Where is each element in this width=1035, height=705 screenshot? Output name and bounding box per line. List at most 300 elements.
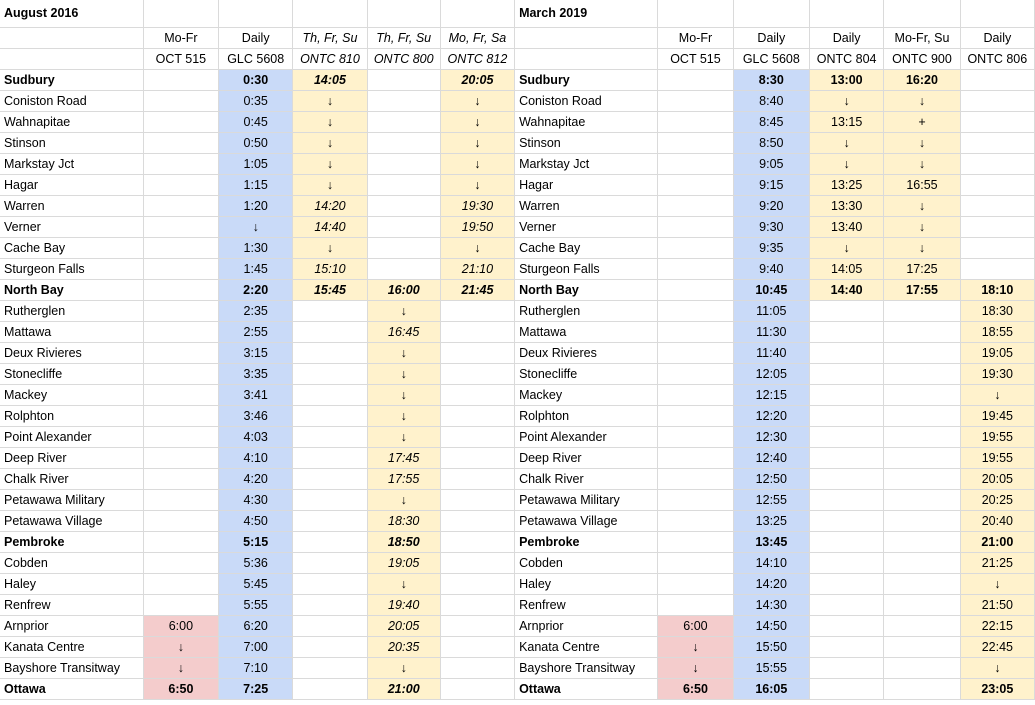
left-time-cell[interactable] bbox=[367, 238, 440, 259]
right-time-cell[interactable] bbox=[658, 112, 733, 133]
left-time-cell[interactable] bbox=[440, 427, 514, 448]
right-time-cell[interactable]: 19:55 bbox=[960, 427, 1034, 448]
left-time-cell[interactable]: 17:55 bbox=[367, 469, 440, 490]
left-time-cell[interactable] bbox=[367, 133, 440, 154]
right-time-cell[interactable]: 15:55 bbox=[733, 658, 809, 679]
left-stop-name[interactable]: Chalk River bbox=[0, 469, 143, 490]
right-time-cell[interactable]: ↓ bbox=[884, 217, 960, 238]
right-time-cell[interactable]: ↓ bbox=[658, 658, 733, 679]
right-days-header[interactable]: Daily bbox=[810, 28, 884, 49]
left-stop-name[interactable]: Mattawa bbox=[0, 322, 143, 343]
left-days-header[interactable]: Daily bbox=[219, 28, 293, 49]
right-stop-name[interactable]: Wahnapitae bbox=[515, 112, 658, 133]
left-time-cell[interactable]: 20:05 bbox=[367, 616, 440, 637]
right-time-cell[interactable] bbox=[658, 553, 733, 574]
left-time-cell[interactable] bbox=[440, 343, 514, 364]
left-time-cell[interactable] bbox=[367, 112, 440, 133]
right-time-cell[interactable] bbox=[658, 133, 733, 154]
right-time-cell[interactable] bbox=[810, 511, 884, 532]
left-time-cell[interactable] bbox=[293, 511, 367, 532]
left-time-cell[interactable] bbox=[440, 490, 514, 511]
left-time-cell[interactable]: ↓ bbox=[367, 364, 440, 385]
right-time-cell[interactable] bbox=[658, 364, 733, 385]
left-time-cell[interactable] bbox=[143, 574, 218, 595]
left-time-cell[interactable] bbox=[440, 364, 514, 385]
left-stop-name[interactable]: Ottawa bbox=[0, 679, 143, 700]
left-time-cell[interactable] bbox=[293, 301, 367, 322]
left-time-cell[interactable]: 18:50 bbox=[367, 532, 440, 553]
right-empty-cell[interactable] bbox=[658, 0, 733, 28]
right-time-cell[interactable]: ↓ bbox=[810, 154, 884, 175]
left-time-cell[interactable]: 2:35 bbox=[219, 301, 293, 322]
right-time-cell[interactable]: 19:45 bbox=[960, 406, 1034, 427]
left-time-cell[interactable] bbox=[143, 280, 218, 301]
right-time-cell[interactable]: 18:55 bbox=[960, 322, 1034, 343]
left-time-cell[interactable] bbox=[293, 595, 367, 616]
right-time-cell[interactable] bbox=[884, 679, 960, 700]
right-time-cell[interactable]: ↓ bbox=[884, 133, 960, 154]
right-time-cell[interactable]: 12:40 bbox=[733, 448, 809, 469]
right-time-cell[interactable] bbox=[810, 679, 884, 700]
left-time-cell[interactable] bbox=[293, 490, 367, 511]
right-time-cell[interactable]: 18:10 bbox=[960, 280, 1034, 301]
right-time-cell[interactable] bbox=[884, 385, 960, 406]
right-time-cell[interactable]: 21:50 bbox=[960, 595, 1034, 616]
right-time-cell[interactable] bbox=[658, 448, 733, 469]
right-time-cell[interactable]: 15:50 bbox=[733, 637, 809, 658]
right-time-cell[interactable]: 18:30 bbox=[960, 301, 1034, 322]
right-time-cell[interactable]: ↓ bbox=[884, 154, 960, 175]
right-time-cell[interactable]: 12:05 bbox=[733, 364, 809, 385]
left-time-cell[interactable]: 1:05 bbox=[219, 154, 293, 175]
right-stop-name[interactable]: Arnprior bbox=[515, 616, 658, 637]
right-time-cell[interactable] bbox=[658, 175, 733, 196]
left-time-cell[interactable] bbox=[293, 343, 367, 364]
left-time-cell[interactable]: 3:35 bbox=[219, 364, 293, 385]
right-stop-name[interactable]: Renfrew bbox=[515, 595, 658, 616]
left-time-cell[interactable]: 7:25 bbox=[219, 679, 293, 700]
left-time-cell[interactable]: 21:10 bbox=[440, 259, 514, 280]
left-time-cell[interactable] bbox=[440, 595, 514, 616]
right-time-cell[interactable] bbox=[960, 175, 1034, 196]
right-stop-name[interactable]: Mackey bbox=[515, 385, 658, 406]
right-time-cell[interactable] bbox=[960, 259, 1034, 280]
right-route-header[interactable]: ONTC 806 bbox=[960, 49, 1034, 70]
right-time-cell[interactable]: 12:30 bbox=[733, 427, 809, 448]
right-time-cell[interactable] bbox=[810, 343, 884, 364]
left-time-cell[interactable]: 1:15 bbox=[219, 175, 293, 196]
left-time-cell[interactable] bbox=[293, 322, 367, 343]
left-time-cell[interactable]: 1:30 bbox=[219, 238, 293, 259]
right-time-cell[interactable]: ↓ bbox=[884, 238, 960, 259]
right-time-cell[interactable] bbox=[810, 427, 884, 448]
right-stop-name[interactable]: Stinson bbox=[515, 133, 658, 154]
right-time-cell[interactable] bbox=[658, 490, 733, 511]
right-route-header[interactable]: GLC 5608 bbox=[733, 49, 809, 70]
left-time-cell[interactable] bbox=[440, 574, 514, 595]
left-time-cell[interactable]: ↓ bbox=[440, 112, 514, 133]
right-time-cell[interactable]: ↓ bbox=[810, 238, 884, 259]
right-time-cell[interactable] bbox=[884, 406, 960, 427]
left-time-cell[interactable]: ↓ bbox=[440, 238, 514, 259]
left-time-cell[interactable]: 16:00 bbox=[367, 280, 440, 301]
left-time-cell[interactable] bbox=[143, 154, 218, 175]
left-stop-name[interactable]: Bayshore Transitway bbox=[0, 658, 143, 679]
right-time-cell[interactable]: 9:15 bbox=[733, 175, 809, 196]
right-time-cell[interactable]: 13:25 bbox=[733, 511, 809, 532]
right-time-cell[interactable]: 13:40 bbox=[810, 217, 884, 238]
left-time-cell[interactable]: ↓ bbox=[293, 175, 367, 196]
right-stop-name[interactable]: Petawawa Military bbox=[515, 490, 658, 511]
right-time-cell[interactable]: 13:45 bbox=[733, 532, 809, 553]
right-time-cell[interactable]: 9:40 bbox=[733, 259, 809, 280]
left-stop-name[interactable]: Cache Bay bbox=[0, 238, 143, 259]
left-time-cell[interactable] bbox=[293, 553, 367, 574]
left-time-cell[interactable] bbox=[293, 448, 367, 469]
right-time-cell[interactable]: 10:45 bbox=[733, 280, 809, 301]
left-time-cell[interactable]: 5:15 bbox=[219, 532, 293, 553]
right-time-cell[interactable]: 6:50 bbox=[658, 679, 733, 700]
right-empty-cell[interactable] bbox=[810, 0, 884, 28]
left-stop-name[interactable]: Sudbury bbox=[0, 70, 143, 91]
right-time-cell[interactable] bbox=[884, 490, 960, 511]
left-time-cell[interactable]: 4:03 bbox=[219, 427, 293, 448]
right-time-cell[interactable]: 12:20 bbox=[733, 406, 809, 427]
left-route-header[interactable]: ONTC 810 bbox=[293, 49, 367, 70]
right-time-cell[interactable]: 6:00 bbox=[658, 616, 733, 637]
left-stop-name[interactable]: Coniston Road bbox=[0, 91, 143, 112]
left-time-cell[interactable] bbox=[143, 91, 218, 112]
right-time-cell[interactable] bbox=[810, 553, 884, 574]
right-time-cell[interactable] bbox=[960, 112, 1034, 133]
left-time-cell[interactable]: 15:45 bbox=[293, 280, 367, 301]
right-time-cell[interactable] bbox=[658, 322, 733, 343]
right-time-cell[interactable] bbox=[658, 301, 733, 322]
right-empty-cell[interactable] bbox=[884, 0, 960, 28]
left-time-cell[interactable]: ↓ bbox=[367, 301, 440, 322]
right-time-cell[interactable]: 20:40 bbox=[960, 511, 1034, 532]
left-time-cell[interactable]: 14:20 bbox=[293, 196, 367, 217]
right-time-cell[interactable] bbox=[658, 343, 733, 364]
right-time-cell[interactable] bbox=[960, 217, 1034, 238]
left-stop-name[interactable]: Cobden bbox=[0, 553, 143, 574]
left-empty-cell[interactable] bbox=[293, 0, 367, 28]
right-time-cell[interactable] bbox=[884, 616, 960, 637]
left-time-cell[interactable]: 19:50 bbox=[440, 217, 514, 238]
left-time-cell[interactable]: ↓ bbox=[367, 406, 440, 427]
right-stop-name[interactable]: Deep River bbox=[515, 448, 658, 469]
left-time-cell[interactable] bbox=[143, 343, 218, 364]
right-days-header[interactable]: Mo-Fr bbox=[658, 28, 733, 49]
right-stop-name[interactable]: Haley bbox=[515, 574, 658, 595]
left-time-cell[interactable]: 7:10 bbox=[219, 658, 293, 679]
left-time-cell[interactable]: 3:15 bbox=[219, 343, 293, 364]
right-empty-cell[interactable] bbox=[515, 28, 658, 49]
left-time-cell[interactable] bbox=[367, 196, 440, 217]
right-time-cell[interactable] bbox=[884, 448, 960, 469]
left-time-cell[interactable] bbox=[440, 658, 514, 679]
right-time-cell[interactable] bbox=[810, 616, 884, 637]
left-stop-name[interactable]: Petawawa Village bbox=[0, 511, 143, 532]
right-time-cell[interactable] bbox=[884, 637, 960, 658]
left-time-cell[interactable]: ↓ bbox=[367, 385, 440, 406]
right-time-cell[interactable]: ↓ bbox=[960, 385, 1034, 406]
right-time-cell[interactable] bbox=[810, 595, 884, 616]
left-time-cell[interactable] bbox=[367, 259, 440, 280]
left-time-cell[interactable] bbox=[143, 427, 218, 448]
right-stop-name[interactable]: Petawawa Village bbox=[515, 511, 658, 532]
left-time-cell[interactable]: 18:30 bbox=[367, 511, 440, 532]
left-time-cell[interactable] bbox=[440, 679, 514, 700]
right-time-cell[interactable] bbox=[810, 658, 884, 679]
left-time-cell[interactable] bbox=[367, 217, 440, 238]
right-time-cell[interactable]: 8:45 bbox=[733, 112, 809, 133]
right-stop-name[interactable]: Markstay Jct bbox=[515, 154, 658, 175]
right-time-cell[interactable] bbox=[810, 322, 884, 343]
left-section-title[interactable]: August 2016 bbox=[0, 0, 143, 28]
left-time-cell[interactable]: 4:20 bbox=[219, 469, 293, 490]
left-route-header[interactable]: ONTC 812 bbox=[440, 49, 514, 70]
left-time-cell[interactable] bbox=[143, 385, 218, 406]
left-time-cell[interactable] bbox=[440, 301, 514, 322]
right-stop-name[interactable]: Cache Bay bbox=[515, 238, 658, 259]
right-time-cell[interactable] bbox=[658, 385, 733, 406]
right-time-cell[interactable] bbox=[658, 91, 733, 112]
left-time-cell[interactable]: 4:30 bbox=[219, 490, 293, 511]
right-stop-name[interactable]: Chalk River bbox=[515, 469, 658, 490]
right-time-cell[interactable] bbox=[658, 217, 733, 238]
left-time-cell[interactable]: ↓ bbox=[440, 175, 514, 196]
left-time-cell[interactable] bbox=[143, 490, 218, 511]
right-time-cell[interactable]: 8:30 bbox=[733, 70, 809, 91]
left-stop-name[interactable]: Deep River bbox=[0, 448, 143, 469]
right-time-cell[interactable] bbox=[810, 637, 884, 658]
left-time-cell[interactable] bbox=[143, 238, 218, 259]
right-time-cell[interactable]: 16:20 bbox=[884, 70, 960, 91]
right-time-cell[interactable]: 22:15 bbox=[960, 616, 1034, 637]
left-time-cell[interactable] bbox=[143, 133, 218, 154]
left-stop-name[interactable]: North Bay bbox=[0, 280, 143, 301]
left-time-cell[interactable]: 2:20 bbox=[219, 280, 293, 301]
left-time-cell[interactable]: ↓ bbox=[367, 427, 440, 448]
left-time-cell[interactable] bbox=[367, 154, 440, 175]
right-time-cell[interactable]: ↓ bbox=[658, 637, 733, 658]
left-time-cell[interactable]: ↓ bbox=[143, 658, 218, 679]
left-time-cell[interactable] bbox=[143, 469, 218, 490]
left-time-cell[interactable] bbox=[143, 196, 218, 217]
right-time-cell[interactable]: 20:25 bbox=[960, 490, 1034, 511]
right-stop-name[interactable]: Stonecliffe bbox=[515, 364, 658, 385]
right-time-cell[interactable] bbox=[960, 91, 1034, 112]
right-days-header[interactable]: Daily bbox=[733, 28, 809, 49]
right-time-cell[interactable] bbox=[884, 322, 960, 343]
left-time-cell[interactable]: ↓ bbox=[367, 343, 440, 364]
right-route-header[interactable]: ONTC 900 bbox=[884, 49, 960, 70]
left-time-cell[interactable]: 19:30 bbox=[440, 196, 514, 217]
right-time-cell[interactable] bbox=[884, 595, 960, 616]
right-time-cell[interactable] bbox=[658, 154, 733, 175]
left-time-cell[interactable] bbox=[293, 532, 367, 553]
left-time-cell[interactable] bbox=[143, 406, 218, 427]
left-time-cell[interactable]: ↓ bbox=[293, 91, 367, 112]
right-stop-name[interactable]: Point Alexander bbox=[515, 427, 658, 448]
right-time-cell[interactable] bbox=[960, 70, 1034, 91]
right-time-cell[interactable] bbox=[884, 427, 960, 448]
left-time-cell[interactable] bbox=[440, 637, 514, 658]
right-route-header[interactable]: ONTC 804 bbox=[810, 49, 884, 70]
right-time-cell[interactable] bbox=[960, 238, 1034, 259]
left-empty-cell[interactable] bbox=[367, 0, 440, 28]
left-time-cell[interactable]: 1:45 bbox=[219, 259, 293, 280]
left-time-cell[interactable]: ↓ bbox=[367, 574, 440, 595]
left-time-cell[interactable] bbox=[143, 364, 218, 385]
right-time-cell[interactable]: 11:30 bbox=[733, 322, 809, 343]
left-time-cell[interactable] bbox=[293, 658, 367, 679]
left-time-cell[interactable]: ↓ bbox=[293, 238, 367, 259]
left-time-cell[interactable] bbox=[143, 595, 218, 616]
right-time-cell[interactable]: ↓ bbox=[884, 196, 960, 217]
left-stop-name[interactable]: Rutherglen bbox=[0, 301, 143, 322]
left-time-cell[interactable] bbox=[143, 322, 218, 343]
left-route-header[interactable]: GLC 5608 bbox=[219, 49, 293, 70]
right-stop-name[interactable]: Kanata Centre bbox=[515, 637, 658, 658]
right-time-cell[interactable] bbox=[658, 511, 733, 532]
right-time-cell[interactable]: 14:40 bbox=[810, 280, 884, 301]
left-time-cell[interactable]: ↓ bbox=[219, 217, 293, 238]
left-time-cell[interactable]: 5:45 bbox=[219, 574, 293, 595]
right-time-cell[interactable]: 19:55 bbox=[960, 448, 1034, 469]
right-time-cell[interactable] bbox=[884, 574, 960, 595]
right-time-cell[interactable]: 9:35 bbox=[733, 238, 809, 259]
right-time-cell[interactable]: 13:25 bbox=[810, 175, 884, 196]
left-time-cell[interactable] bbox=[143, 259, 218, 280]
right-time-cell[interactable]: ↓ bbox=[884, 91, 960, 112]
right-time-cell[interactable] bbox=[658, 259, 733, 280]
left-time-cell[interactable] bbox=[293, 574, 367, 595]
left-time-cell[interactable] bbox=[440, 448, 514, 469]
left-stop-name[interactable]: Rolphton bbox=[0, 406, 143, 427]
left-time-cell[interactable]: ↓ bbox=[367, 658, 440, 679]
right-stop-name[interactable]: Rolphton bbox=[515, 406, 658, 427]
left-time-cell[interactable]: 14:40 bbox=[293, 217, 367, 238]
left-time-cell[interactable] bbox=[367, 175, 440, 196]
left-stop-name[interactable]: Markstay Jct bbox=[0, 154, 143, 175]
left-time-cell[interactable] bbox=[143, 301, 218, 322]
right-time-cell[interactable]: 23:05 bbox=[960, 679, 1034, 700]
right-stop-name[interactable]: Sudbury bbox=[515, 70, 658, 91]
left-time-cell[interactable] bbox=[440, 469, 514, 490]
left-stop-name[interactable]: Renfrew bbox=[0, 595, 143, 616]
right-time-cell[interactable] bbox=[810, 385, 884, 406]
right-stop-name[interactable]: Ottawa bbox=[515, 679, 658, 700]
left-stop-name[interactable]: Hagar bbox=[0, 175, 143, 196]
right-time-cell[interactable]: 11:05 bbox=[733, 301, 809, 322]
left-empty-cell[interactable] bbox=[143, 0, 218, 28]
right-time-cell[interactable]: 17:55 bbox=[884, 280, 960, 301]
right-stop-name[interactable]: Deux Rivieres bbox=[515, 343, 658, 364]
right-time-cell[interactable] bbox=[884, 658, 960, 679]
left-time-cell[interactable]: ↓ bbox=[293, 154, 367, 175]
right-time-cell[interactable]: 13:00 bbox=[810, 70, 884, 91]
left-time-cell[interactable] bbox=[143, 448, 218, 469]
left-time-cell[interactable] bbox=[293, 385, 367, 406]
right-time-cell[interactable]: 14:30 bbox=[733, 595, 809, 616]
left-time-cell[interactable]: 21:45 bbox=[440, 280, 514, 301]
left-time-cell[interactable]: 16:45 bbox=[367, 322, 440, 343]
left-time-cell[interactable]: 15:10 bbox=[293, 259, 367, 280]
left-time-cell[interactable]: ↓ bbox=[143, 637, 218, 658]
left-time-cell[interactable]: 4:10 bbox=[219, 448, 293, 469]
right-time-cell[interactable]: 12:55 bbox=[733, 490, 809, 511]
right-time-cell[interactable] bbox=[884, 553, 960, 574]
left-time-cell[interactable]: ↓ bbox=[367, 490, 440, 511]
right-time-cell[interactable]: 13:30 bbox=[810, 196, 884, 217]
left-stop-name[interactable]: Deux Rivieres bbox=[0, 343, 143, 364]
left-stop-name[interactable]: Warren bbox=[0, 196, 143, 217]
left-time-cell[interactable] bbox=[440, 532, 514, 553]
right-time-cell[interactable] bbox=[658, 70, 733, 91]
right-time-cell[interactable]: 8:50 bbox=[733, 133, 809, 154]
left-stop-name[interactable]: Wahnapitae bbox=[0, 112, 143, 133]
right-time-cell[interactable] bbox=[658, 532, 733, 553]
left-time-cell[interactable] bbox=[440, 406, 514, 427]
right-time-cell[interactable] bbox=[960, 196, 1034, 217]
left-stop-name[interactable]: Kanata Centre bbox=[0, 637, 143, 658]
right-time-cell[interactable] bbox=[658, 406, 733, 427]
right-stop-name[interactable]: Bayshore Transitway bbox=[515, 658, 658, 679]
right-stop-name[interactable]: Mattawa bbox=[515, 322, 658, 343]
left-time-cell[interactable]: 4:50 bbox=[219, 511, 293, 532]
right-time-cell[interactable] bbox=[810, 406, 884, 427]
right-time-cell[interactable]: 21:00 bbox=[960, 532, 1034, 553]
right-time-cell[interactable]: 9:20 bbox=[733, 196, 809, 217]
left-empty-cell[interactable] bbox=[219, 0, 293, 28]
left-time-cell[interactable] bbox=[143, 217, 218, 238]
right-empty-cell[interactable] bbox=[960, 0, 1034, 28]
left-time-cell[interactable]: 19:05 bbox=[367, 553, 440, 574]
right-time-cell[interactable]: + bbox=[884, 112, 960, 133]
right-time-cell[interactable] bbox=[658, 196, 733, 217]
right-time-cell[interactable] bbox=[884, 511, 960, 532]
right-time-cell[interactable]: 19:05 bbox=[960, 343, 1034, 364]
right-time-cell[interactable]: 11:40 bbox=[733, 343, 809, 364]
left-time-cell[interactable]: 19:40 bbox=[367, 595, 440, 616]
right-time-cell[interactable]: 16:05 bbox=[733, 679, 809, 700]
left-time-cell[interactable]: 14:05 bbox=[293, 70, 367, 91]
right-stop-name[interactable]: Coniston Road bbox=[515, 91, 658, 112]
left-time-cell[interactable]: 20:05 bbox=[440, 70, 514, 91]
left-time-cell[interactable] bbox=[367, 70, 440, 91]
left-time-cell[interactable]: 6:50 bbox=[143, 679, 218, 700]
left-stop-name[interactable]: Verner bbox=[0, 217, 143, 238]
left-time-cell[interactable] bbox=[293, 406, 367, 427]
left-time-cell[interactable] bbox=[440, 553, 514, 574]
right-time-cell[interactable] bbox=[884, 301, 960, 322]
right-time-cell[interactable] bbox=[810, 448, 884, 469]
right-time-cell[interactable]: 12:15 bbox=[733, 385, 809, 406]
right-time-cell[interactable]: 14:10 bbox=[733, 553, 809, 574]
right-stop-name[interactable]: Sturgeon Falls bbox=[515, 259, 658, 280]
left-days-header[interactable]: Th, Fr, Su bbox=[293, 28, 367, 49]
left-time-cell[interactable] bbox=[143, 70, 218, 91]
right-time-cell[interactable] bbox=[658, 469, 733, 490]
left-time-cell[interactable]: 0:35 bbox=[219, 91, 293, 112]
right-time-cell[interactable]: 8:40 bbox=[733, 91, 809, 112]
right-days-header[interactable]: Mo-Fr, Su bbox=[884, 28, 960, 49]
left-time-cell[interactable]: 17:45 bbox=[367, 448, 440, 469]
right-time-cell[interactable] bbox=[658, 280, 733, 301]
left-time-cell[interactable] bbox=[440, 385, 514, 406]
